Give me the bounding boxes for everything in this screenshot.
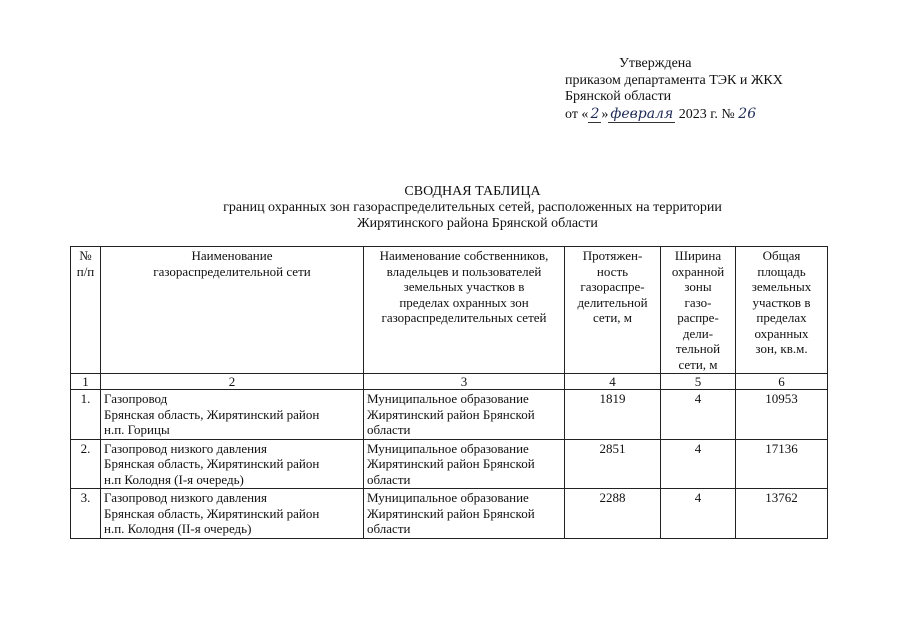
header-text: газораспределительных сетей (381, 310, 547, 325)
cell-text: Муниципальное образование (367, 391, 529, 406)
date-prefix: от « (565, 106, 589, 122)
column-number: 2 (101, 374, 364, 390)
header-text: п/п (76, 263, 95, 279)
table-row (71, 489, 828, 539)
header-text: Наименование (191, 248, 273, 263)
header-index (71, 247, 101, 374)
header-text: Наименование собственников, (379, 248, 549, 263)
header-text: № (79, 248, 92, 263)
header-text: земельных участков в (403, 279, 525, 294)
header-text: зон, кв.м. (755, 341, 808, 356)
header-total-area (736, 247, 828, 374)
approval-line-region: Брянской области (565, 89, 672, 104)
cell-text: Жирятинский район Брянской (367, 456, 535, 471)
header-text: площадь (757, 263, 806, 279)
column-number-row (71, 374, 828, 390)
column-number: 4 (565, 374, 661, 390)
column-number: 5 (661, 374, 736, 390)
row-length: 1819 (565, 390, 661, 440)
cell-text: Жирятинский район Брянской (367, 406, 535, 422)
approval-line-approved: Утверждена (619, 56, 692, 71)
row-owner (364, 439, 565, 489)
row-index: 2. (71, 439, 101, 489)
row-network-name (101, 390, 364, 440)
summary-table (70, 246, 828, 539)
row-index: 1. (71, 390, 101, 440)
table-row (71, 390, 828, 440)
number-label: № (721, 106, 735, 122)
row-network-name (101, 439, 364, 489)
approval-line-order: приказом департамента ТЭК и ЖКХ (565, 72, 783, 88)
header-text: газораспре- (580, 279, 645, 294)
table-header-row (71, 247, 828, 374)
row-owner (364, 390, 565, 440)
row-network-name (101, 489, 364, 539)
header-length (565, 247, 661, 374)
column-number: 1 (71, 374, 101, 390)
cell-text: Жирятинский район Брянской (367, 505, 535, 521)
column-number: 3 (364, 374, 565, 390)
header-text: земельных (751, 279, 812, 294)
header-text: газораспределительной сети (153, 263, 311, 279)
row-total-area: 17136 (736, 439, 828, 489)
row-total-area: 13762 (736, 489, 828, 539)
header-text: сети, м (592, 310, 633, 325)
row-owner (364, 489, 565, 539)
header-text: газо- (684, 294, 712, 310)
title-subline-1: границ охранных зон газораспределительных сетей, расположенных на территории (223, 200, 722, 215)
cell-text: Муниципальное образование (367, 440, 529, 456)
row-zone-width: 4 (661, 390, 736, 440)
header-text: Ширина (674, 248, 722, 263)
column-number: 6 (736, 374, 828, 390)
header-text: дели- (682, 325, 714, 341)
cell-text: Брянская область, Жирятинский район (104, 456, 320, 471)
header-text: Протяжен- (582, 248, 643, 263)
document-title (0, 184, 905, 232)
row-length: 2288 (565, 489, 661, 539)
cell-text: н.п. Горицы (104, 422, 170, 437)
handwritten-day: 2 (590, 105, 600, 122)
approval-block (565, 56, 783, 123)
header-text: владельцев и пользователей (386, 263, 542, 279)
approval-date-line (565, 106, 783, 124)
header-text: охранной (671, 263, 725, 279)
cell-text: Брянская область, Жирятинский район (104, 406, 320, 422)
header-text: распре- (677, 310, 719, 325)
row-zone-width: 4 (661, 439, 736, 489)
cell-text: области (367, 471, 411, 487)
date-quote: » (601, 106, 609, 122)
handwritten-number: 26 (738, 105, 757, 122)
title-heading: СВОДНАЯ ТАБЛИЦА (404, 184, 541, 199)
header-text: участков в (752, 294, 811, 310)
handwritten-month: февраля (610, 105, 674, 122)
cell-text: Газопровод низкого давления (104, 490, 267, 505)
header-text: пределах (756, 310, 807, 325)
header-zone-width (661, 247, 736, 374)
table-row (71, 439, 828, 489)
header-text: пределах охранных зон (399, 294, 529, 310)
row-total-area: 10953 (736, 390, 828, 440)
row-index: 3. (71, 489, 101, 539)
header-text: Общая (762, 248, 801, 263)
header-text: делительной (577, 294, 648, 310)
cell-text: Газопровод низкого давления (104, 440, 267, 456)
header-text: сети, м (678, 356, 718, 372)
cell-text: н.п. Колодня (II-я очередь) (104, 521, 252, 536)
row-length: 2851 (565, 439, 661, 489)
header-text: тельной (675, 341, 721, 356)
header-text: ность (596, 263, 629, 279)
row-zone-width: 4 (661, 489, 736, 539)
cell-text: Брянская область, Жирятинский район (104, 505, 320, 521)
cell-text: Муниципальное образование (367, 490, 529, 505)
cell-text: н.п Колодня (I-я очередь) (104, 471, 244, 487)
header-owners (364, 247, 565, 374)
header-network-name (101, 247, 364, 374)
title-subline-2: Жирятинского района Брянской области (357, 216, 598, 231)
header-text: зоны (684, 279, 712, 294)
cell-text: области (367, 521, 411, 536)
cell-text: области (367, 422, 411, 437)
date-year: 2023 г. (678, 106, 718, 122)
cell-text: Газопровод (104, 391, 168, 406)
header-text: охранных (754, 325, 809, 341)
